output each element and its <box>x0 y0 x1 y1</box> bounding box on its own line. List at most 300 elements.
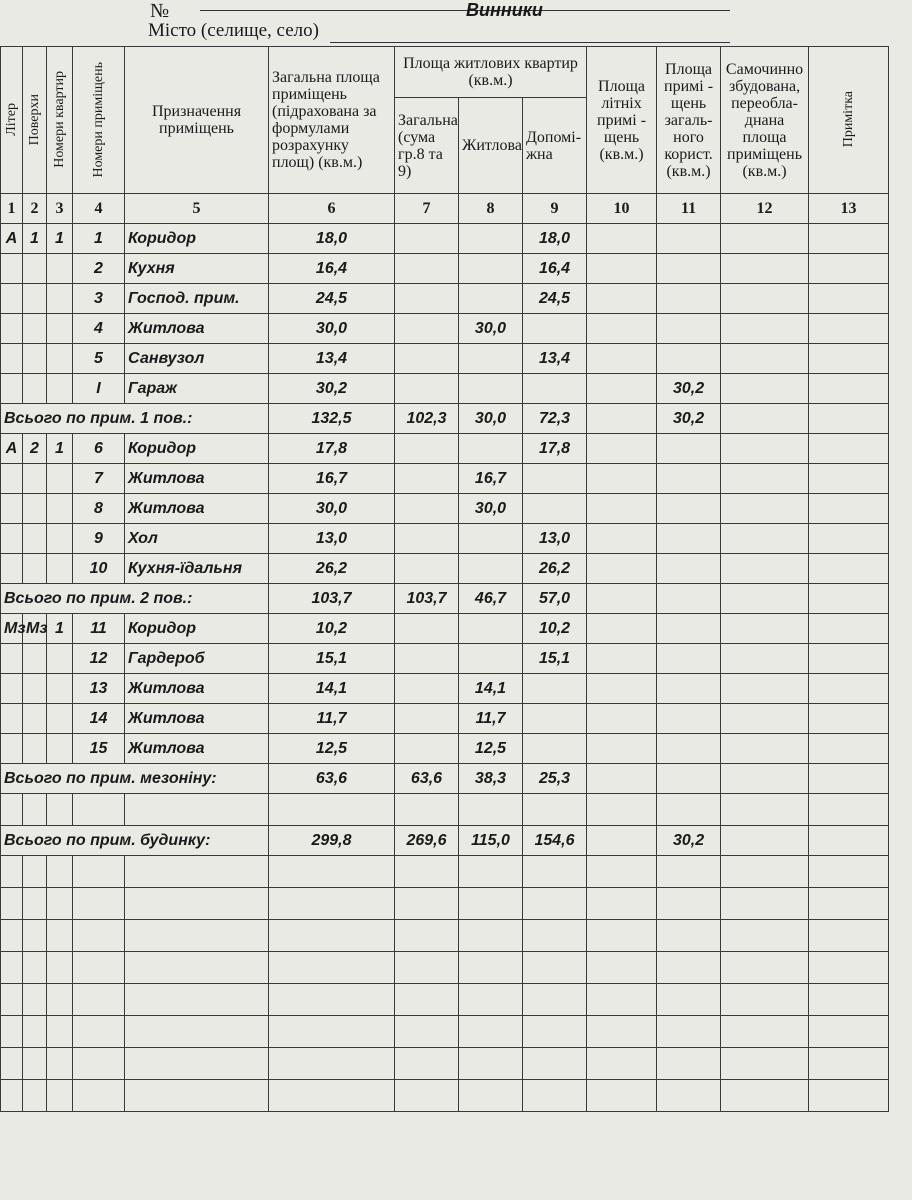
cell-liter <box>1 704 23 734</box>
empty-cell <box>73 984 125 1016</box>
cell-living: 11,7 <box>459 704 523 734</box>
cell-living-total: 63,6 <box>395 764 459 794</box>
empty-cell <box>47 856 73 888</box>
total-label: Всього по прим. мезоніну: <box>1 764 269 794</box>
cell-room-number: 7 <box>73 464 125 494</box>
cell-note <box>809 224 889 254</box>
empty-cell <box>459 888 523 920</box>
cell-living-total <box>395 284 459 314</box>
cell-floor: Мз <box>23 614 47 644</box>
empty-cell <box>395 952 459 984</box>
cell-living <box>459 434 523 464</box>
cell-floor <box>23 344 47 374</box>
area-table <box>0 46 889 1112</box>
empty-cell <box>459 1016 523 1048</box>
cell-unauthorized <box>721 464 809 494</box>
cell-liter <box>1 494 23 524</box>
table-row <box>1 614 889 644</box>
table-row <box>1 704 889 734</box>
cell-liter <box>1 344 23 374</box>
cell-living <box>459 644 523 674</box>
cell-room-purpose: Коридор <box>125 434 269 464</box>
cell-total-area: 30,0 <box>269 314 395 344</box>
cell-living-total <box>395 674 459 704</box>
empty-cell <box>523 952 587 984</box>
empty-cell <box>523 888 587 920</box>
col-header-purpose: Призначення приміщень <box>125 47 269 194</box>
cell-liter <box>1 314 23 344</box>
cell-apartment <box>47 644 73 674</box>
cell-living: 14,1 <box>459 674 523 704</box>
cell-room-number: 11 <box>73 614 125 644</box>
empty-cell <box>73 1048 125 1080</box>
empty-cell <box>809 1080 889 1112</box>
cell-total-area: 299,8 <box>269 826 395 856</box>
cell-living: 38,3 <box>459 764 523 794</box>
cell-summer <box>587 764 657 794</box>
cell-auxiliary: 57,0 <box>523 584 587 614</box>
empty-cell <box>125 794 269 826</box>
col-number: 5 <box>125 194 269 224</box>
empty-cell <box>23 952 47 984</box>
cell-auxiliary <box>523 314 587 344</box>
table-row <box>1 674 889 704</box>
empty-cell <box>1 1048 23 1080</box>
empty-cell <box>23 1080 47 1112</box>
cell-summer <box>587 524 657 554</box>
empty-row <box>1 856 889 888</box>
empty-cell <box>523 984 587 1016</box>
cell-unauthorized <box>721 524 809 554</box>
cell-living: 30,0 <box>459 404 523 434</box>
cell-auxiliary <box>523 494 587 524</box>
cell-living <box>459 254 523 284</box>
empty-cell <box>125 1080 269 1112</box>
empty-cell <box>809 856 889 888</box>
empty-cell <box>395 1080 459 1112</box>
empty-cell <box>721 888 809 920</box>
cell-summer <box>587 374 657 404</box>
col-header-living-group: Площа житлових квартир (кв.м.) <box>395 47 587 98</box>
col-header-unauthorized: Самочинно збудована, переобла-днана площа приміщень (кв.м.) <box>721 47 809 194</box>
cell-living-total <box>395 254 459 284</box>
empty-cell <box>125 856 269 888</box>
empty-cell <box>269 920 395 952</box>
cell-room-purpose: Житлова <box>125 494 269 524</box>
empty-cell <box>269 1080 395 1112</box>
cell-floor <box>23 524 47 554</box>
empty-cell <box>47 1080 73 1112</box>
cell-unauthorized <box>721 554 809 584</box>
cell-apartment <box>47 344 73 374</box>
cell-auxiliary: 26,2 <box>523 554 587 584</box>
cell-auxiliary: 24,5 <box>523 284 587 314</box>
cell-total-area: 30,2 <box>269 374 395 404</box>
cell-floor <box>23 644 47 674</box>
empty-cell <box>395 1016 459 1048</box>
col-header-common: Площа примі - щень загаль-ного корист. (кв.м.) <box>657 47 721 194</box>
cell-note <box>809 254 889 284</box>
total-label: Всього по прим. будинку: <box>1 826 269 856</box>
empty-cell <box>523 1080 587 1112</box>
cell-apartment <box>47 374 73 404</box>
cell-apartment: 1 <box>47 224 73 254</box>
cell-room-number: 6 <box>73 434 125 464</box>
empty-cell <box>657 1048 721 1080</box>
cell-floor <box>23 464 47 494</box>
cell-room-purpose: Житлова <box>125 734 269 764</box>
total-label: Всього по прим. 2 пов.: <box>1 584 269 614</box>
empty-cell <box>1 888 23 920</box>
empty-cell <box>395 920 459 952</box>
cell-summer <box>587 404 657 434</box>
cell-room-number: 2 <box>73 254 125 284</box>
cell-liter: А <box>1 224 23 254</box>
cell-liter <box>1 284 23 314</box>
table-row <box>1 224 889 254</box>
empty-cell <box>23 1016 47 1048</box>
empty-cell <box>125 984 269 1016</box>
cell-note <box>809 314 889 344</box>
cell-common <box>657 344 721 374</box>
cell-living-total: 269,6 <box>395 826 459 856</box>
empty-cell <box>459 1080 523 1112</box>
col-header-summer: Площа літніх примі - щень (кв.м.) <box>587 47 657 194</box>
empty-cell <box>269 1048 395 1080</box>
cell-common <box>657 524 721 554</box>
empty-row <box>1 794 889 826</box>
cell-summer <box>587 644 657 674</box>
empty-cell <box>47 1016 73 1048</box>
cell-common <box>657 554 721 584</box>
table-row <box>1 644 889 674</box>
cell-room-number: 15 <box>73 734 125 764</box>
cell-living: 30,0 <box>459 314 523 344</box>
col-number: 12 <box>721 194 809 224</box>
place-underline <box>330 42 730 43</box>
cell-apartment <box>47 494 73 524</box>
cell-living <box>459 374 523 404</box>
empty-cell <box>269 794 395 826</box>
cell-unauthorized <box>721 704 809 734</box>
total-row <box>1 826 889 856</box>
cell-total-area: 15,1 <box>269 644 395 674</box>
cell-floor <box>23 704 47 734</box>
cell-summer <box>587 674 657 704</box>
empty-cell <box>395 888 459 920</box>
cell-common <box>657 284 721 314</box>
cell-common <box>657 764 721 794</box>
cell-room-purpose: Житлова <box>125 704 269 734</box>
empty-cell <box>721 794 809 826</box>
col-number: 9 <box>523 194 587 224</box>
total-row <box>1 764 889 794</box>
cell-floor: 1 <box>23 224 47 254</box>
empty-cell <box>809 1016 889 1048</box>
empty-row <box>1 1048 889 1080</box>
empty-cell <box>73 1016 125 1048</box>
cell-unauthorized <box>721 254 809 284</box>
cell-living-total <box>395 734 459 764</box>
empty-cell <box>459 984 523 1016</box>
cell-living-total <box>395 704 459 734</box>
col-number: 8 <box>459 194 523 224</box>
cell-auxiliary: 18,0 <box>523 224 587 254</box>
empty-cell <box>523 856 587 888</box>
col-number: 2 <box>23 194 47 224</box>
cell-room-purpose: Коридор <box>125 224 269 254</box>
empty-cell <box>125 1016 269 1048</box>
cell-unauthorized <box>721 644 809 674</box>
empty-cell <box>587 1016 657 1048</box>
cell-room-number: 8 <box>73 494 125 524</box>
cell-apartment: 1 <box>47 614 73 644</box>
cell-total-area: 18,0 <box>269 224 395 254</box>
cell-liter <box>1 644 23 674</box>
cell-total-area: 16,4 <box>269 254 395 284</box>
empty-cell <box>459 856 523 888</box>
cell-note <box>809 584 889 614</box>
empty-cell <box>523 1048 587 1080</box>
cell-auxiliary: 72,3 <box>523 404 587 434</box>
cell-living-total <box>395 614 459 644</box>
table-row <box>1 284 889 314</box>
cell-auxiliary <box>523 464 587 494</box>
cell-total-area: 14,1 <box>269 674 395 704</box>
empty-cell <box>587 856 657 888</box>
cell-note <box>809 374 889 404</box>
empty-cell <box>587 794 657 826</box>
cell-note <box>809 494 889 524</box>
empty-cell <box>47 1048 73 1080</box>
cell-living: 16,7 <box>459 464 523 494</box>
empty-cell <box>1 920 23 952</box>
cell-liter <box>1 554 23 584</box>
table-row <box>1 374 889 404</box>
col-number: 13 <box>809 194 889 224</box>
cell-summer <box>587 494 657 524</box>
cell-floor <box>23 284 47 314</box>
cell-note <box>809 644 889 674</box>
cell-summer <box>587 464 657 494</box>
cell-living-total <box>395 314 459 344</box>
cell-common <box>657 494 721 524</box>
cell-common: 30,2 <box>657 826 721 856</box>
cell-common <box>657 614 721 644</box>
empty-row <box>1 920 889 952</box>
table-row <box>1 494 889 524</box>
top-rule <box>200 10 730 11</box>
empty-cell <box>47 952 73 984</box>
col-number: 3 <box>47 194 73 224</box>
cell-living <box>459 344 523 374</box>
total-row <box>1 404 889 434</box>
empty-row <box>1 1016 889 1048</box>
cell-common <box>657 314 721 344</box>
cell-living-total <box>395 524 459 554</box>
cell-common <box>657 644 721 674</box>
cell-summer <box>587 254 657 284</box>
empty-cell <box>395 794 459 826</box>
empty-cell <box>809 984 889 1016</box>
empty-cell <box>1 1016 23 1048</box>
empty-cell <box>269 984 395 1016</box>
cell-liter: А <box>1 434 23 464</box>
empty-cell <box>721 952 809 984</box>
cell-room-number: 12 <box>73 644 125 674</box>
cell-auxiliary <box>523 734 587 764</box>
cell-room-number: 14 <box>73 704 125 734</box>
empty-cell <box>809 888 889 920</box>
place-label: Місто (селище, село) <box>148 20 319 41</box>
cell-unauthorized <box>721 764 809 794</box>
cell-note <box>809 464 889 494</box>
col-number: 11 <box>657 194 721 224</box>
cell-auxiliary: 17,8 <box>523 434 587 464</box>
empty-cell <box>721 856 809 888</box>
cell-room-purpose: Житлова <box>125 314 269 344</box>
cell-summer <box>587 284 657 314</box>
cell-unauthorized <box>721 314 809 344</box>
empty-cell <box>809 952 889 984</box>
cell-apartment <box>47 674 73 704</box>
cell-room-purpose: Санвузол <box>125 344 269 374</box>
cell-unauthorized <box>721 224 809 254</box>
cell-room-purpose: Гараж <box>125 374 269 404</box>
col-header-note: Примітка <box>809 47 889 194</box>
col-number: 6 <box>269 194 395 224</box>
cell-living-total <box>395 224 459 254</box>
cell-liter: Мз <box>1 614 23 644</box>
cell-note <box>809 614 889 644</box>
empty-cell <box>23 794 47 826</box>
cell-apartment <box>47 314 73 344</box>
cell-note <box>809 344 889 374</box>
cell-apartment <box>47 554 73 584</box>
empty-cell <box>587 888 657 920</box>
col-header-living-total: Загальна (сума гр.8 та 9) <box>395 98 459 194</box>
empty-cell <box>657 1080 721 1112</box>
cell-living-total: 103,7 <box>395 584 459 614</box>
cell-note <box>809 674 889 704</box>
cell-note <box>809 734 889 764</box>
cell-total-area: 11,7 <box>269 704 395 734</box>
cell-room-number: 5 <box>73 344 125 374</box>
empty-cell <box>721 1048 809 1080</box>
cell-common <box>657 734 721 764</box>
empty-cell <box>523 794 587 826</box>
empty-cell <box>587 984 657 1016</box>
empty-cell <box>125 920 269 952</box>
cell-floor <box>23 554 47 584</box>
empty-cell <box>459 920 523 952</box>
cell-note <box>809 434 889 464</box>
place-value: Винники <box>466 0 543 20</box>
cell-total-area: 132,5 <box>269 404 395 434</box>
empty-cell <box>721 1080 809 1112</box>
empty-cell <box>23 1048 47 1080</box>
cell-room-purpose: Коридор <box>125 614 269 644</box>
empty-cell <box>73 794 125 826</box>
cell-summer <box>587 584 657 614</box>
cell-total-area: 16,7 <box>269 464 395 494</box>
table-row <box>1 734 889 764</box>
cell-apartment <box>47 524 73 554</box>
cell-room-purpose: Кухня <box>125 254 269 284</box>
empty-cell <box>587 920 657 952</box>
cell-room-number: 13 <box>73 674 125 704</box>
empty-cell <box>73 920 125 952</box>
cell-liter <box>1 374 23 404</box>
empty-cell <box>47 888 73 920</box>
cell-living-total <box>395 464 459 494</box>
empty-cell <box>73 1080 125 1112</box>
cell-total-area: 30,0 <box>269 494 395 524</box>
cell-auxiliary: 154,6 <box>523 826 587 856</box>
empty-cell <box>47 984 73 1016</box>
col-header-rooms: Номери приміщень <box>73 47 125 194</box>
cell-living <box>459 554 523 584</box>
cell-living: 115,0 <box>459 826 523 856</box>
cell-living-total <box>395 644 459 674</box>
empty-row <box>1 984 889 1016</box>
empty-cell <box>657 920 721 952</box>
cell-room-number: 9 <box>73 524 125 554</box>
number-label: № <box>150 0 170 22</box>
empty-cell <box>459 1048 523 1080</box>
empty-cell <box>395 984 459 1016</box>
empty-cell <box>269 856 395 888</box>
cell-room-number: 4 <box>73 314 125 344</box>
cell-floor: 2 <box>23 434 47 464</box>
cell-total-area: 63,6 <box>269 764 395 794</box>
total-row <box>1 584 889 614</box>
cell-room-number: І <box>73 374 125 404</box>
table-row <box>1 524 889 554</box>
empty-cell <box>47 794 73 826</box>
cell-unauthorized <box>721 614 809 644</box>
cell-common <box>657 584 721 614</box>
cell-unauthorized <box>721 344 809 374</box>
cell-unauthorized <box>721 674 809 704</box>
empty-cell <box>269 952 395 984</box>
empty-cell <box>657 888 721 920</box>
col-header-apartments: Номери квартир <box>47 47 73 194</box>
cell-apartment <box>47 254 73 284</box>
empty-cell <box>587 1048 657 1080</box>
cell-living-total <box>395 344 459 374</box>
cell-liter <box>1 674 23 704</box>
cell-unauthorized <box>721 404 809 434</box>
cell-summer <box>587 614 657 644</box>
empty-cell <box>721 984 809 1016</box>
empty-cell <box>23 984 47 1016</box>
cell-living-total: 102,3 <box>395 404 459 434</box>
cell-room-number: 1 <box>73 224 125 254</box>
empty-cell <box>657 1016 721 1048</box>
cell-summer <box>587 224 657 254</box>
cell-liter <box>1 524 23 554</box>
cell-apartment <box>47 464 73 494</box>
cell-living-total <box>395 494 459 524</box>
empty-cell <box>721 920 809 952</box>
cell-unauthorized <box>721 494 809 524</box>
empty-cell <box>523 1016 587 1048</box>
empty-cell <box>721 1016 809 1048</box>
cell-living <box>459 224 523 254</box>
col-number: 4 <box>73 194 125 224</box>
cell-total-area: 17,8 <box>269 434 395 464</box>
